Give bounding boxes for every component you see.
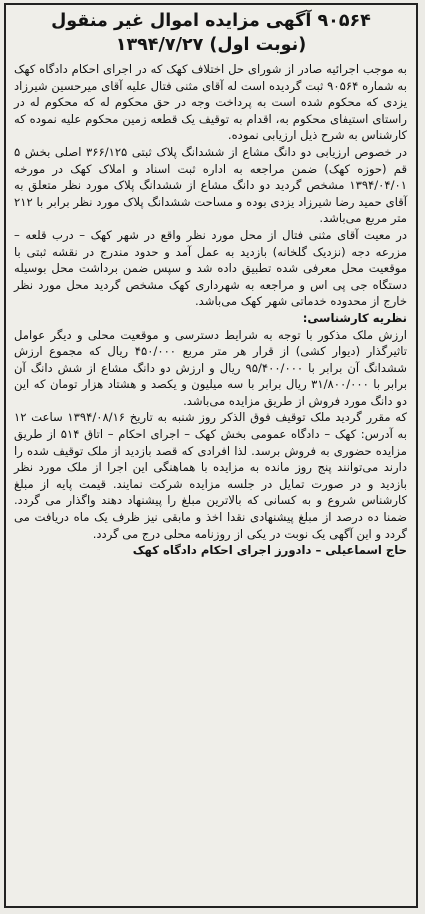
paragraph-valuation: ارزش ملک مذکور با توجه به شرایط دسترسی و موقعیت محلی و دیگر عوامل تاثیرگذار (دیوار کشی) از قرار هر متر مربع ۴۵۰/۰۰۰ ریال که مجموع ارزش ششدانگ آن برابر با ۹۵/۴۰۰/۰۰۰ ریال و ارزش دو دانگ مشاع از شش دانگ آن برابر با ۳۱/۸۰۰/۰۰۰ ریال برابر با سه میلیون و یکصد و هشتاد هزار تومان که این دو دانگ مورد فروش از طریق مزایده می‌باشد.	[14, 327, 408, 408]
paragraph-registry: در خصوص ارزیابی دو دانگ مشاع از ششدانگ پلاک ثبتی ۳۶۶/۱۲۵ اصلی بخش ۵ قم (حوزه کهک) ضمن مراجعه به اداره ثبت اسناد و املاک کهک در مورخه ۱۳۹۴/۰۴/۰۱ مشخص گردید دو دانگ مشاع از ششدانگ پلاک مورد نظر متعلق به آقای حمید رضا شیرزاد یزدی بوده و مساحت ششدانگ پلاک مورد نظر برابر با ۲۱۲ متر مربع می‌باشد.	[14, 144, 407, 226]
notice-body	[6, 57, 416, 559]
notice-title: ۹۰۵۶۴ آگهی مزایده اموال غیر منقول	[51, 11, 371, 31]
notice-frame	[4, 3, 418, 908]
notice-round-date: (نوبت اول) ۱۳۹۴/۷/۲۷	[115, 35, 307, 55]
expert-opinion-heading: نظریه کارشناسی:	[302, 310, 407, 325]
paragraph-auction-terms: که مقرر گردید ملک توقیف فوق الذکر روز شنبه به تاریخ ۱۳۹۴/۰۸/۱۶ ساعت ۱۲ به آدرس: کهک – دادگاه عمومی بخش کهک – اجرای احکام – اتاق ۵۱۴ از طریق مزایده حضوری به فروش برسد. لذا افرادی که قصد بازدید از ملک توقیف شده را دارند می‌توانند پنج روز مانده به مزایده با هماهنگی این اجرا از ملک مورد نظر بازدید و در صورت تمایل در جلسه مزایده شرکت نمایند. قیمت پایه از مبلغ کارشناس شروع و به کسانی که بالاترین مبلغ را پیشنهاد دهند واگذار می گردد. ضمنا ده درصد از مبلغ پیشنهادی نقدا اخذ و مابقی نیز ظرف یک ماه دریافت می گردد و این آگهی یک نوبت در یکی از روزنامه محلی درج می گردد.	[14, 410, 408, 541]
paragraph-inspection: در معیت آقای مثنی فتال از محل مورد نظر واقع در شهر کهک – درب قلعه – مزرعه دجه (نزدیک گلخانه) بازدید به عمل آمد و حدود مندرج در نقشه ثبتی با موقعیت محل معرفی شده تطبیق داده شد و سپس ضمن برداشت محل بوسیله دستگاه جی پی اس و مراجعه به شهرداری کهک مشخص گردید محل مورد نظر خارج از محدوده خدماتی شهر کهک می‌باشد.	[14, 227, 407, 309]
signature: حاج اسماعیلی – دادورز اجرای احکام دادگاه کهک	[132, 543, 407, 558]
notice-header	[6, 5, 416, 57]
paragraph-writ: به موجب اجرائیه صادر از شورای حل اختلاف کهک که در اجرای احکام دادگاه کهک به شماره ۹۰۵۶۴ ثبت گردیده است له آقای مثنی فتال علیه آقای میرحسین شیرزاد یزدی که محکوم شده است به پرداخت وجه در حق محکوم له که محکوم له در راستای استیفای محکوم به، اقدام به توقیف یک قطعه زمین محکوم علیه نموده که کارشناس به شرح ذیل ارزیابی نموده.	[14, 62, 407, 143]
